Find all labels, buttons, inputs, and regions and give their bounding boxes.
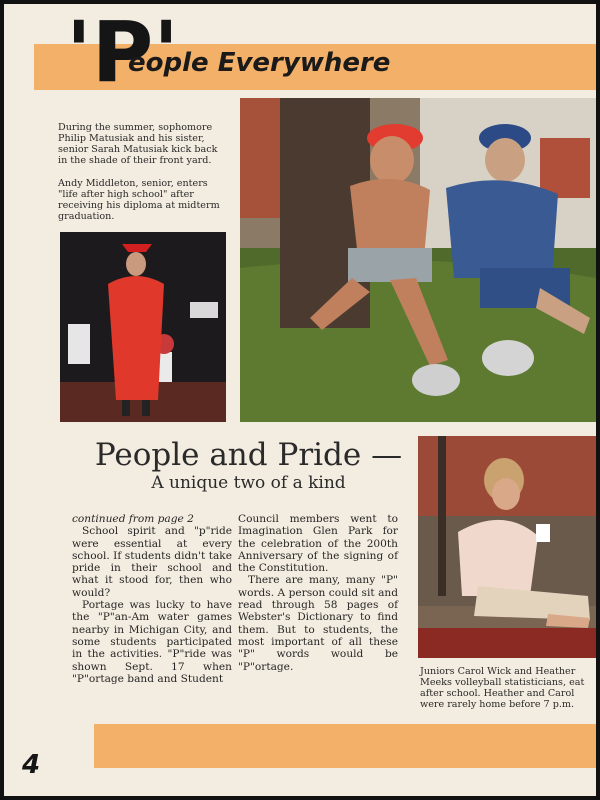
footer-band (94, 724, 596, 768)
article-paragraph: There are many, many "P" words. A person could sit and read through 58 pages of Webster's Dictionary to find them. But to students, the most important of all these "P" words would be "P"ortage. (238, 574, 398, 673)
headline (86, 437, 411, 493)
yearbook-page (4, 4, 596, 796)
caption-juniors: Juniors Carol Wick and Heather Meeks volleyball statisticians, eat after school. Heather and Carol were rarely home before 7 p.m. (420, 666, 585, 710)
juniors-photo (418, 436, 596, 658)
graduation-photo (60, 232, 226, 422)
caption-summer: During the summer, sophomore Philip Matusiak and his sister, senior Sarah Matusiak kick back in the shade of their front yard. (58, 122, 218, 166)
page-number: 4 (22, 750, 41, 780)
header-title: eople Everywhere (128, 48, 391, 78)
headline-sub: A unique two of a kind (151, 473, 346, 493)
article-paragraph: Portage was lucky to have the "P"an-Am water games nearby in Michigan City, and some students participated in the activities. "P"ride was shown Sept. 17 when "P"ortage band and Student (72, 599, 232, 685)
article-column-2 (238, 513, 398, 673)
headline-main: People and Pride — (94, 437, 403, 473)
continued-note: continued from page 2 (72, 513, 194, 525)
article-paragraph: School spirit and "p"ride were essential at every school. If students didn't take pride in their school and what it stood for, then who would? (72, 525, 232, 599)
summer-photo (240, 98, 596, 422)
header-big-letter: 'P' (66, 4, 179, 101)
article-column-1 (72, 513, 232, 685)
caption-graduation: Andy Middleton, senior, enters "life after high school" after receiving his diploma at midterm graduation. (58, 178, 220, 222)
article-paragraph: Council members went to Imagination Glen Park for the celebration of the 200th Anniversary of the signing of the Constitution. (238, 513, 398, 575)
